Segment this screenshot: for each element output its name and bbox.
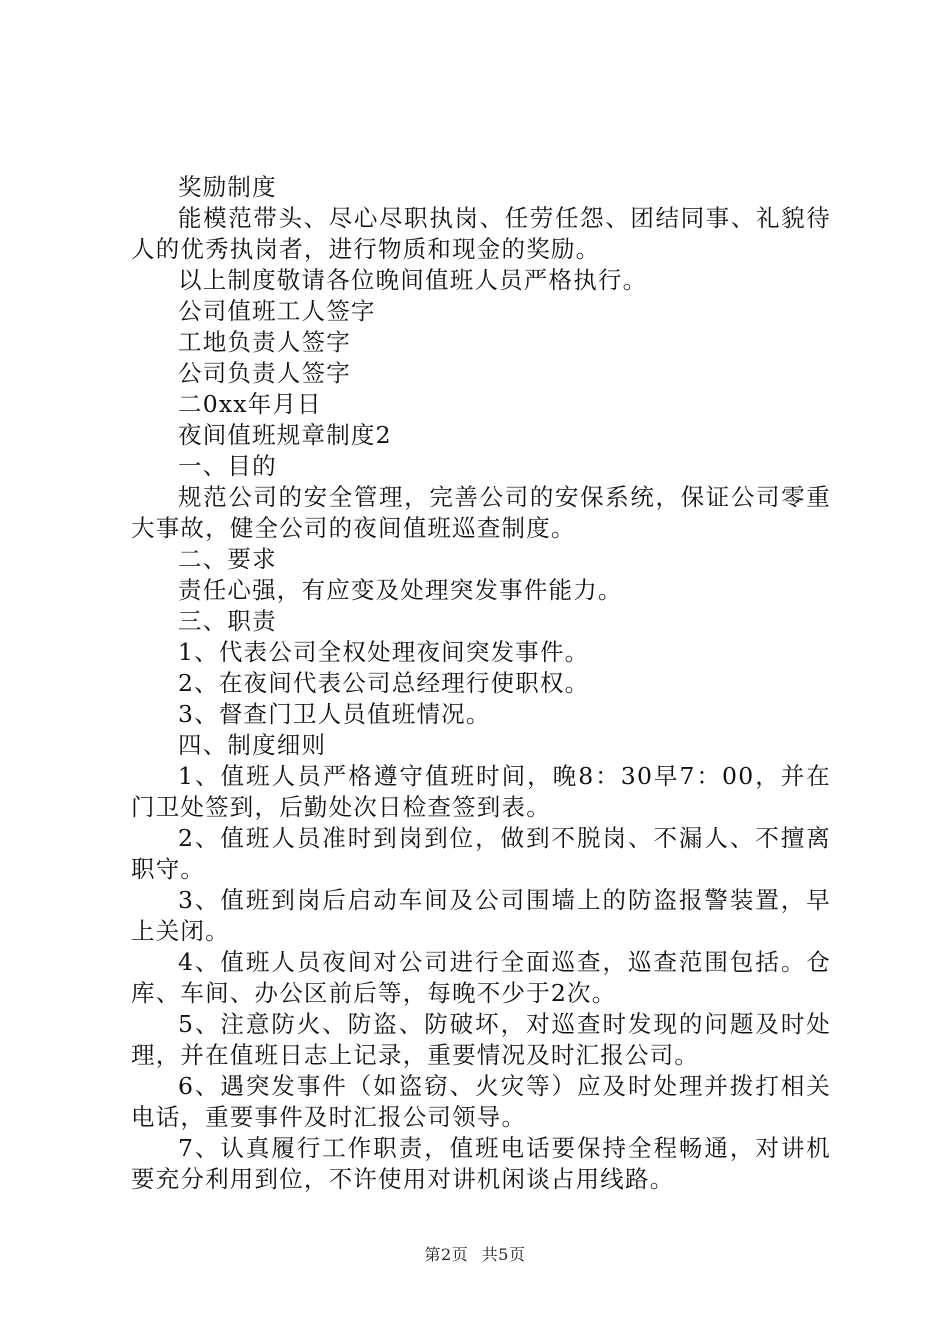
section-title: 夜间值班规章制度2 xyxy=(178,421,392,449)
section-heading: 二、要求 xyxy=(178,545,277,573)
document-body xyxy=(131,172,831,1195)
section-heading: 四、制度细则 xyxy=(178,731,327,759)
section-heading: 一、目的 xyxy=(178,452,277,480)
list-item: 3、值班到岗后启动车间及公司围墙上的防盗报警装置，早上关闭。 xyxy=(131,886,831,945)
page-number: 第2页 xyxy=(424,1245,469,1264)
paragraph: 奖励制度 xyxy=(178,173,277,201)
paragraph: 公司值班工人签字 xyxy=(178,297,376,325)
paragraph: 责任心强，有应变及处理突发事件能力。 xyxy=(178,576,623,604)
page-footer xyxy=(0,1242,950,1265)
paragraph: 以上制度敬请各位晚间值班人员严格执行。 xyxy=(178,266,648,294)
list-item: 7、认真履行工作职责，值班电话要保持全程畅通，对讲机要充分利用到位，不许使用对讲机闲谈占用线路。 xyxy=(131,1134,831,1193)
list-item: 3、督查门卫人员值班情况。 xyxy=(178,700,491,728)
paragraph: 工地负责人签字 xyxy=(178,328,351,356)
list-item: 1、值班人员严格遵守值班时间，晚8：30早7：00，并在门卫处签到，后勤处次日检查签到表。 xyxy=(131,762,831,821)
paragraph: 公司负责人签字 xyxy=(178,359,351,387)
paragraph: 规范公司的安全管理，完善公司的安保系统，保证公司零重大事故，健全公司的夜间值班巡查制度。 xyxy=(131,483,831,542)
list-item: 2、值班人员准时到岗到位，做到不脱岗、不漏人、不擅离职守。 xyxy=(131,824,831,883)
list-item: 5、注意防火、防盗、防破坏，对巡查时发现的问题及时处理，并在值班日志上记录，重要情况及时汇报公司。 xyxy=(131,1010,831,1069)
list-item: 2、在夜间代表公司总经理行使职权。 xyxy=(178,669,590,697)
list-item: 1、代表公司全权处理夜间突发事件。 xyxy=(178,638,590,666)
list-item: 6、遇突发事件（如盗窃、火灾等）应及时处理并拨打相关电话，重要事件及时汇报公司领导。 xyxy=(131,1072,831,1131)
paragraph: 能模范带头、尽心尽职执岗、任劳任怨、团结同事、礼貌待人的优秀执岗者，进行物质和现金的奖励。 xyxy=(131,204,831,263)
paragraph: 二0xx年月日 xyxy=(178,390,322,418)
page-total: 共5页 xyxy=(481,1245,526,1264)
section-heading: 三、职责 xyxy=(178,607,277,635)
list-item: 4、值班人员夜间对公司进行全面巡查，巡查范围包括。仓库、车间、办公区前后等，每晚不少于2次。 xyxy=(131,948,831,1007)
